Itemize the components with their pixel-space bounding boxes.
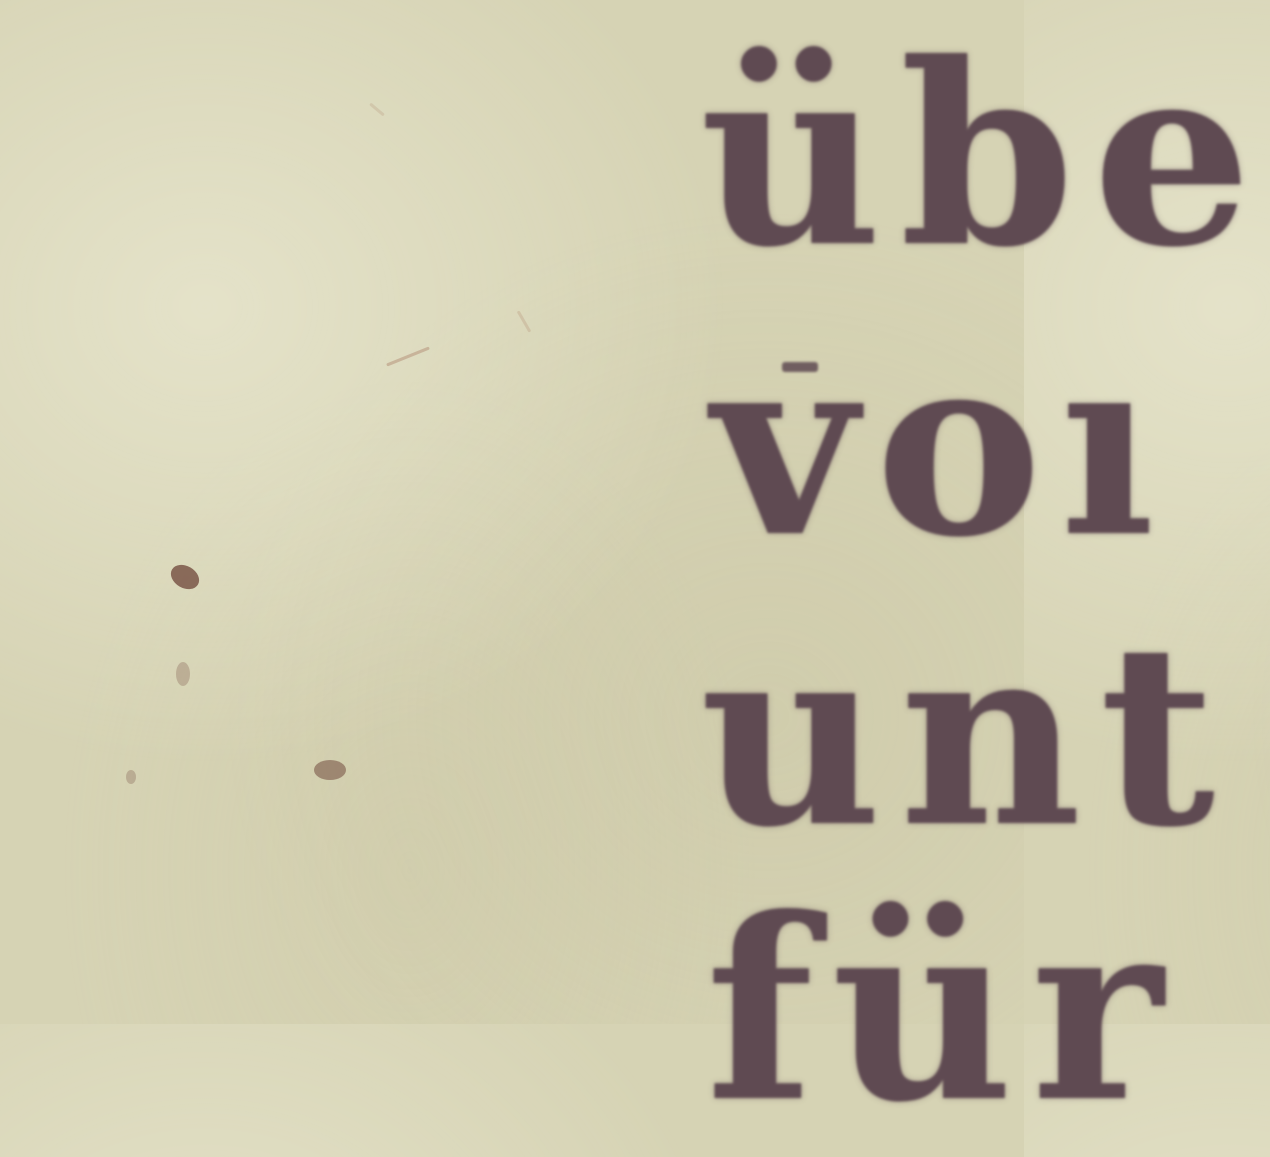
paper-speck <box>176 662 190 686</box>
paper-fiber <box>369 103 385 117</box>
text-line-4: für <box>706 863 1182 1157</box>
paper-speck <box>314 760 346 780</box>
paper-speck <box>126 770 136 784</box>
text-line-3: unt <box>700 588 1234 882</box>
paper-fiber <box>517 310 532 332</box>
text-line-2: voı <box>712 298 1173 592</box>
text-line-1: übe <box>700 8 1270 302</box>
paper-fiber <box>386 346 430 366</box>
paper-speck <box>167 560 204 594</box>
